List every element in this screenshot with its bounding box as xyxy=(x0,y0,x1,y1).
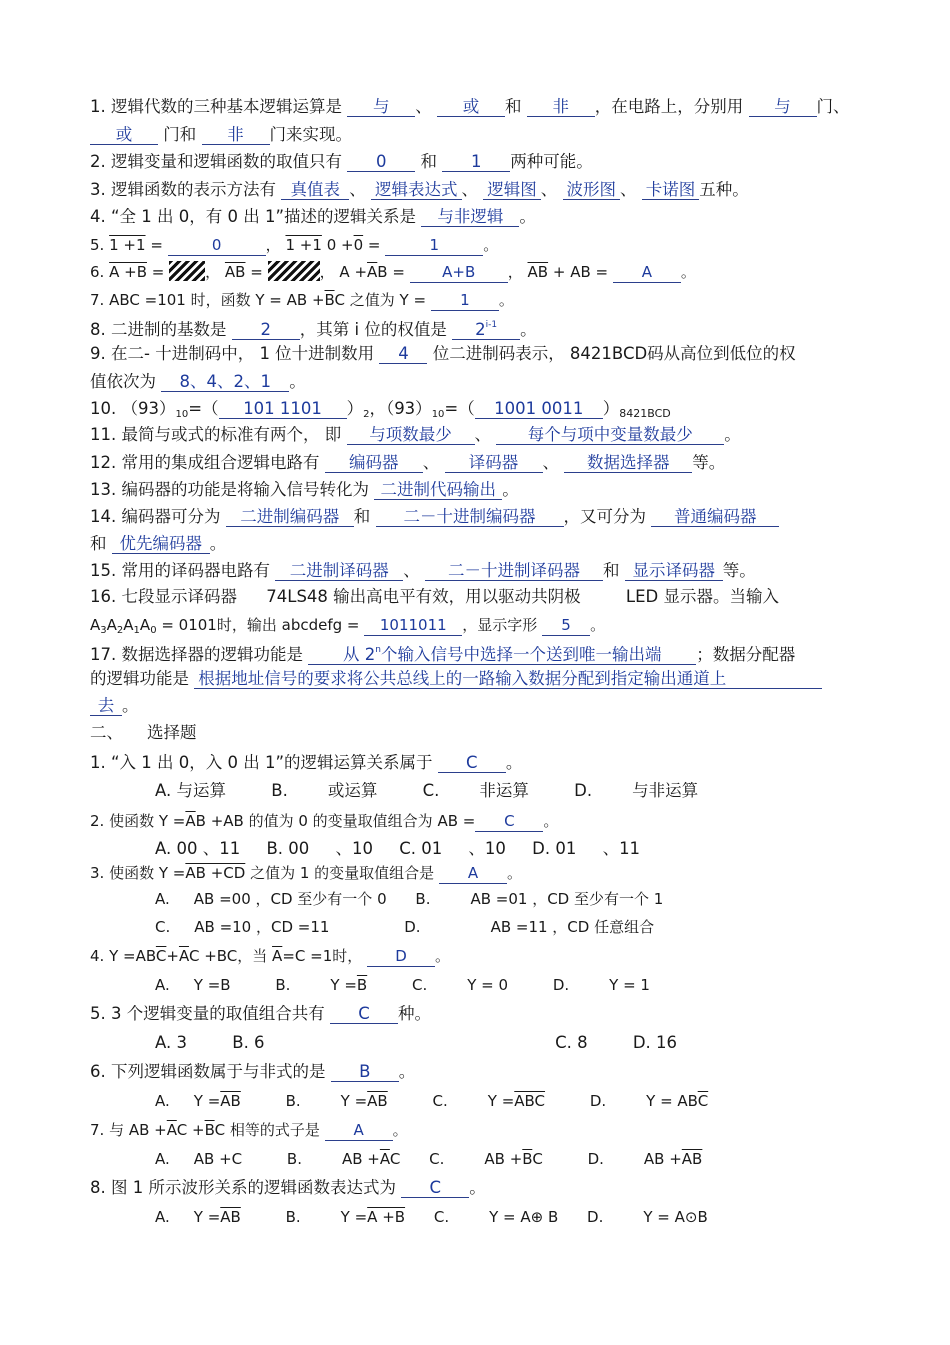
answer-blank: 0 xyxy=(168,236,266,256)
choice-options-6: A. $Y =\overline{AB}$ B. $Y =\overline{AB}$ C. $Y =\overline{ABC}$ D. $Y = AB\overline{C}$ xyxy=(155,1092,709,1110)
answer-blank: 二进制代码输出 xyxy=(374,480,502,500)
choice-options-3a: A. AB =00 ，CD 至少有一个 0 B. AB =01 ，CD 至少有一个 1 xyxy=(155,890,664,908)
answer-blank: A xyxy=(613,263,681,283)
question-6: 6. A +B = ， $\overline{AB}$ = ， $A +\overline{A}B = A+B$ ， $\overline{AB}$ + AB = A 。 xyxy=(90,263,696,281)
answer-blank: 从 2$^n$个输入信号中选择一个送到唯一输出端 xyxy=(308,641,696,665)
answer-blank: 真值表 xyxy=(281,180,349,200)
answer-blank: C xyxy=(330,1004,398,1024)
answer-blank: 1 xyxy=(431,291,499,311)
answer-blank: 1 xyxy=(442,152,510,172)
choice-question-1: 1. “入 1 出 0，入 0 出 1”的逻辑运算关系属于 C 。 xyxy=(90,753,523,772)
answer-blank: 二－十进制译码器 xyxy=(425,561,603,581)
question-8: 8. 二进制的基数是 2 ，其第 i 位的权值是 2$^{i-1}$ 。 xyxy=(90,316,860,341)
answer-blank: 或 xyxy=(90,125,158,145)
answer-blank: 编码器 xyxy=(325,453,423,473)
answer-blank: D xyxy=(367,947,435,967)
choice-options-3b: C. AB =10 ，CD =11 D. AB =11 ，CD 任意组合 xyxy=(155,918,655,936)
question-1: 1. 逻辑代数的三种基本逻辑运算是 与 、 或 和 非 ，在电路上，分别用 与 门、 xyxy=(90,97,850,116)
answer-blank: 普通编码器 xyxy=(651,507,779,527)
choice-options-1: A. 与运算 B. 或运算 C. 非运算 D. 与非运算 xyxy=(155,781,699,800)
question-17: 17. 数据选择器的逻辑功能是 从 2$^n$个输入信号中选择一个送到唯一输出端 ；数据分配器 xyxy=(90,641,860,666)
q-number: 1. xyxy=(90,97,106,116)
question-16: 16. 七段显示译码器 74LS48 输出高电平有效，用以驱动共阴极 LED 显示器。当输入 xyxy=(90,587,779,606)
answer-blank: 显示译码器 xyxy=(625,561,723,581)
answer-blank: C xyxy=(475,812,543,832)
answer-blank: 与 xyxy=(347,97,415,117)
answer-blank: 1001 0011 xyxy=(475,399,603,419)
choice-question-2: 2. 使函数 $Y =\overline{A}B +AB$ 的值为 0 的变量取值组合为 AB = C 。 xyxy=(90,812,559,830)
redacted-block xyxy=(169,261,205,281)
choice-question-6: 6. 下列逻辑函数属于与非式的是 B 。 xyxy=(90,1062,416,1081)
answer-blank: 二进制编码器 xyxy=(226,507,354,527)
answer-blank: 非 xyxy=(202,125,270,145)
answer-blank: 2 xyxy=(232,320,300,340)
answer-blank: 二进制译码器 xyxy=(275,561,403,581)
question-12: 12. 常用的集成组合逻辑电路有 编码器 、 译码器 、 数据选择器 等。 xyxy=(90,453,726,472)
choice-question-5: 5. 3 个逻辑变量的取值组合共有 C 种。 xyxy=(90,1004,431,1023)
answer-blank: 每个与项中变量数最少 xyxy=(496,425,724,445)
question-2: 2. 逻辑变量和逻辑函数的取值只有 0 和 1 两种可能。 xyxy=(90,152,593,171)
question-15: 15. 常用的译码器电路有 二进制译码器 、 二－十进制译码器 和 显示译码器 等。 xyxy=(90,561,756,580)
redacted-block xyxy=(268,261,320,281)
answer-blank: 二－十进制编码器 xyxy=(376,507,564,527)
answer-blank: 101 1101 xyxy=(219,399,347,419)
question-16-cont: $A_3A_2A_1A_0 = 0101$时，输出 abcdefg = 1011011 ，显示字形 5 。 xyxy=(90,616,606,636)
answer-blank: B xyxy=(331,1062,399,1082)
question-5: 5. 1 +1 = 0 ， 1 +1 0 +0 = 1 。 xyxy=(90,236,499,254)
choice-question-7: 7. 与 AB $+\overline{A}C +\overline{B}C$ 相等的式子是 A 。 xyxy=(90,1121,408,1139)
question-11: 11. 最简与或式的标准有两个， 即 与项数最少 、 每个与项中变量数最少 。 xyxy=(90,425,741,444)
choice-options-7: A. AB +C B. AB $+\overline{A}C$ C. AB $+\overline{B}C$ D. AB $+\overline{AB}$ xyxy=(155,1150,703,1168)
answer-blank: 根据地址信号的要求将公共总线上的一路输入数据分配到指定输出通道上 xyxy=(194,669,822,689)
answer-blank: A xyxy=(439,864,507,884)
answer-blank: 与项数最少 xyxy=(347,425,475,445)
answer-blank: A xyxy=(325,1121,393,1141)
answer-blank: 数据选择器 xyxy=(564,453,692,473)
choice-question-3: 3. 使函数 Y =AB +CD 之值为 1 的变量取值组合是 A 。 xyxy=(90,864,522,882)
answer-blank: 1 xyxy=(385,236,483,256)
question-9: 9. 在二- 十进制码中， 1 位十进制数用 4 位二进制码表示， 8421BCD码从高位到低位的权 xyxy=(90,344,796,363)
input-variables: $A_3A_2A_1A_0$ xyxy=(90,616,157,636)
question-14: 14. 编码器可分为 二进制编码器 和 二－十进制编码器 ，又可分为 普通编码器 xyxy=(90,506,860,528)
answer-blank: A+B xyxy=(410,263,508,283)
answer-blank: 卡诺图 xyxy=(642,180,700,200)
choice-options-2: A. 00 、11 B. 00 、10 C. 01 、10 D. 01 、11 xyxy=(155,839,641,858)
question-13: 13. 编码器的功能是将输入信号转化为 二进制代码输出 。 xyxy=(90,480,519,499)
answer-blank: C xyxy=(401,1178,469,1198)
answer-blank: 优先编码器 xyxy=(112,534,210,554)
answer-blank: 1011011 xyxy=(364,616,462,636)
answer-blank: 0 xyxy=(347,152,415,172)
answer-blank: 非 xyxy=(527,97,595,117)
answer-blank: 2$^{i-1}$ xyxy=(452,316,520,340)
answer-blank: 8、4、2、1 xyxy=(161,372,289,392)
choice-question-4: 4. $Y =AB\overline{C}+\overline{A}C +BC$，当 $\overline{A}=C =1$时， D 。 xyxy=(90,947,451,965)
choice-options-4: A. Y =B B. $Y =\overline{B}$ C. Y = 0 D. Y = 1 xyxy=(155,976,650,994)
answer-blank: C xyxy=(438,753,506,773)
answer-blank: 与 xyxy=(749,97,817,117)
question-3: 3. 逻辑函数的表示方法有 真值表 、 逻辑表达式 、 逻辑图 、 波形图 、 卡诺图 五种。 xyxy=(90,180,749,199)
section-heading: 二、 选择题 xyxy=(90,723,197,742)
question-17-cont: 的逻辑功能是 根据地址信号的要求将公共总线上的一路输入数据分配到指定输出通道上 xyxy=(90,668,860,690)
question-17-cont2: 去 。 xyxy=(90,695,860,717)
answer-blank: 5 xyxy=(542,616,590,636)
answer-blank: 4 xyxy=(379,344,427,364)
question-7: 7. ABC =101 时，函数 Y = AB $+\overline{B}C$ 之值为 Y = 1 。 xyxy=(90,291,514,309)
answer-blank: 译码器 xyxy=(445,453,543,473)
answer-blank: 与非逻辑 xyxy=(421,207,519,227)
answer-blank: 逻辑表达式 xyxy=(371,180,462,200)
question-9-cont: 值依次为 8、4、2、1 。 xyxy=(90,372,306,391)
answer-blank: 逻辑图 xyxy=(483,180,541,200)
choice-options-5: A. 3 B. 6 C. 8 D. 16 xyxy=(155,1033,678,1052)
question-10: 10. $(93)_{10}=$（ 101 1101 ）$_2$，$(93)_{10}=$（ 1001 0011 ）$_{8421BCD}$ xyxy=(90,399,671,420)
question-14-cont: 和 优先编码器 。 xyxy=(90,534,227,553)
choice-question-8: 8. 图 1 所示波形关系的逻辑函数表达式为 C 。 xyxy=(90,1178,486,1197)
choice-options-8: A. $Y =\overline{AB}$ B. Y =A +B C. Y = A⊕ B D. Y = A⊙B xyxy=(155,1208,708,1226)
question-4: 4. “全 1 出 0，有 0 出 1”描述的逻辑关系是 与非逻辑 。 xyxy=(90,207,536,226)
answer-blank: 波形图 xyxy=(563,180,621,200)
answer-blank: 去 xyxy=(90,696,122,716)
answer-blank: 或 xyxy=(437,97,505,117)
question-1-cont: 或 门和 非 门来实现。 xyxy=(90,124,860,146)
